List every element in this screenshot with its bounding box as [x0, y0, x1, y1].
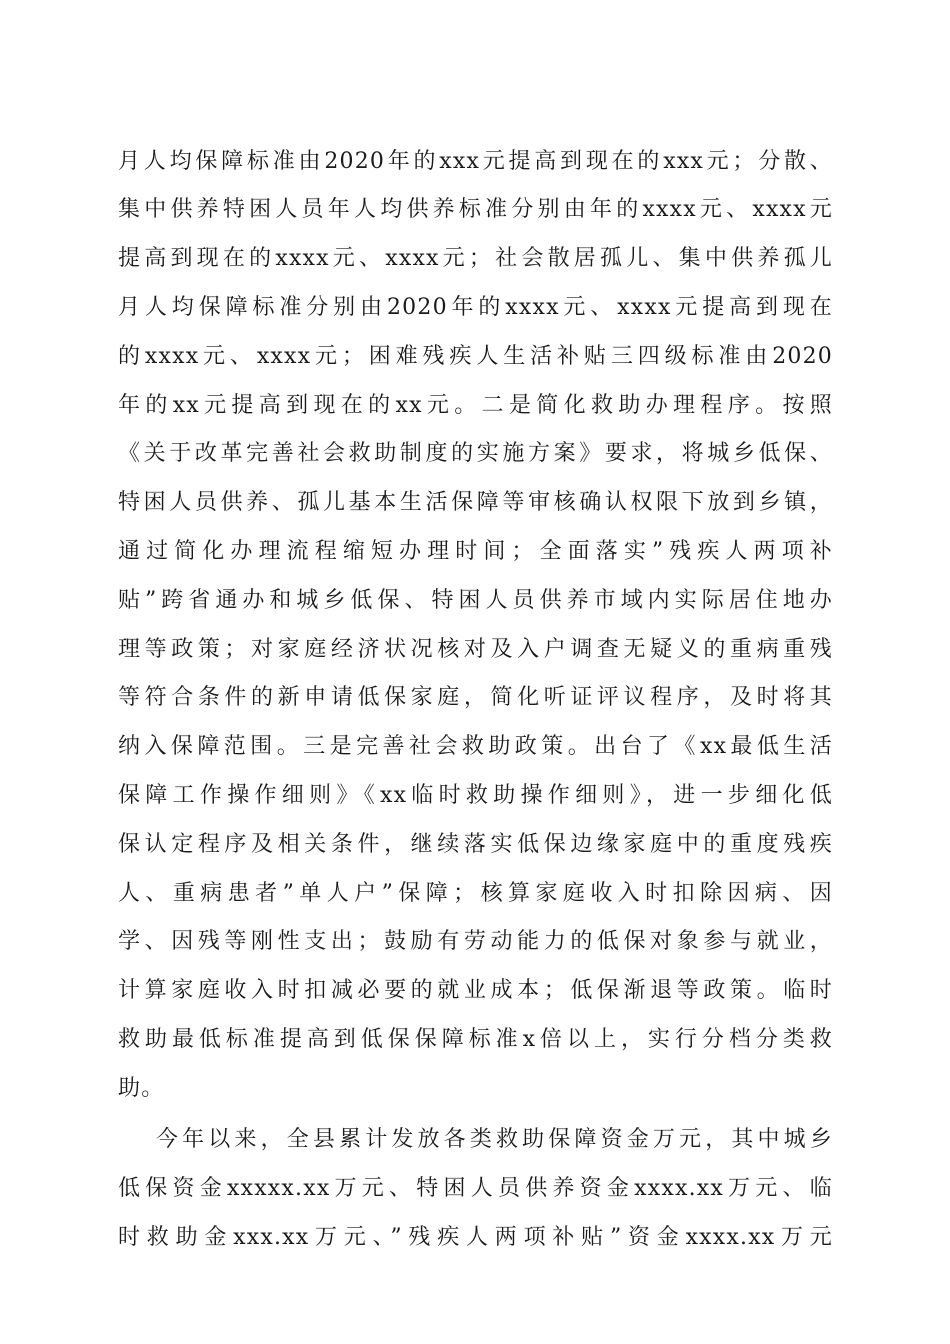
text-line: 的xxxx元、xxxx元；困难残疾人生活补贴三四级标准由2020 — [118, 344, 833, 369]
text-line: 今年以来，全县累计发放各类救助保障资金万元，其中城乡 — [156, 1127, 833, 1152]
text-line: 贴”跨省通办和城乡低保、特困人员供养市域内实际居住地办 — [118, 588, 833, 613]
text-line: 时救助金xxx.xx万元、”残疾人两项补贴”资金xxxx.xx万元 — [118, 1225, 833, 1250]
text-line: 《关于改革完善社会救助制度的实施方案》要求，将城乡低保、 — [118, 441, 833, 466]
text-line: 低保资金xxxxx.xx万元、特困人员供养资金xxxx.xx万元、临 — [118, 1176, 833, 1201]
text-line: 理等政策；对家庭经济状况核对及入户调查无疑义的重病重残 — [118, 637, 833, 662]
text-line: 保障工作操作细则》《xx临时救助操作细则》，进一步细化低 — [118, 783, 833, 808]
text-line: 等符合条件的新申请低保家庭，简化听证评议程序，及时将其 — [118, 685, 833, 710]
text-line: 纳入保障范围。三是完善社会救助政策。出台了《xx最低生活 — [118, 734, 833, 759]
text-line: 学、因残等刚性支出；鼓励有劳动能力的低保对象参与就业， — [118, 929, 833, 954]
text-line: 年的xx元提高到现在的xx元。二是简化救助办理程序。按照 — [118, 393, 833, 418]
text-line: 提高到现在的xxxx元、xxxx元；社会散居孤儿、集中供养孤儿 — [118, 246, 833, 271]
text-line: 月人均保障标准分别由2020年的xxxx元、xxxx元提高到现在 — [118, 295, 833, 320]
text-line: 人、重病患者”单人户”保障；核算家庭收入时扣除因病、因 — [118, 881, 833, 906]
text-line: 通过简化办理流程缩短办理时间；全面落实”残疾人两项补 — [118, 539, 833, 564]
text-line: 救助最低标准提高到低保保障标准x倍以上，实行分档分类救 — [118, 1027, 833, 1052]
text-line: 保认定程序及相关条件，继续落实低保边缘家庭中的重度残疾 — [118, 832, 833, 857]
text-line: 助。 — [118, 1076, 165, 1101]
text-line: 特困人员供养、孤儿基本生活保障等审核确认权限下放到乡镇， — [118, 490, 833, 515]
text-line: 计算家庭收入时扣减必要的就业成本；低保渐退等政策。临时 — [118, 978, 833, 1003]
text-line: 月人均保障标准由2020年的xxx元提高到现在的xxx元；分散、 — [118, 149, 833, 174]
text-line: 集中供养特困人员年人均供养标准分别由年的xxxx元、xxxx元 — [118, 197, 833, 222]
